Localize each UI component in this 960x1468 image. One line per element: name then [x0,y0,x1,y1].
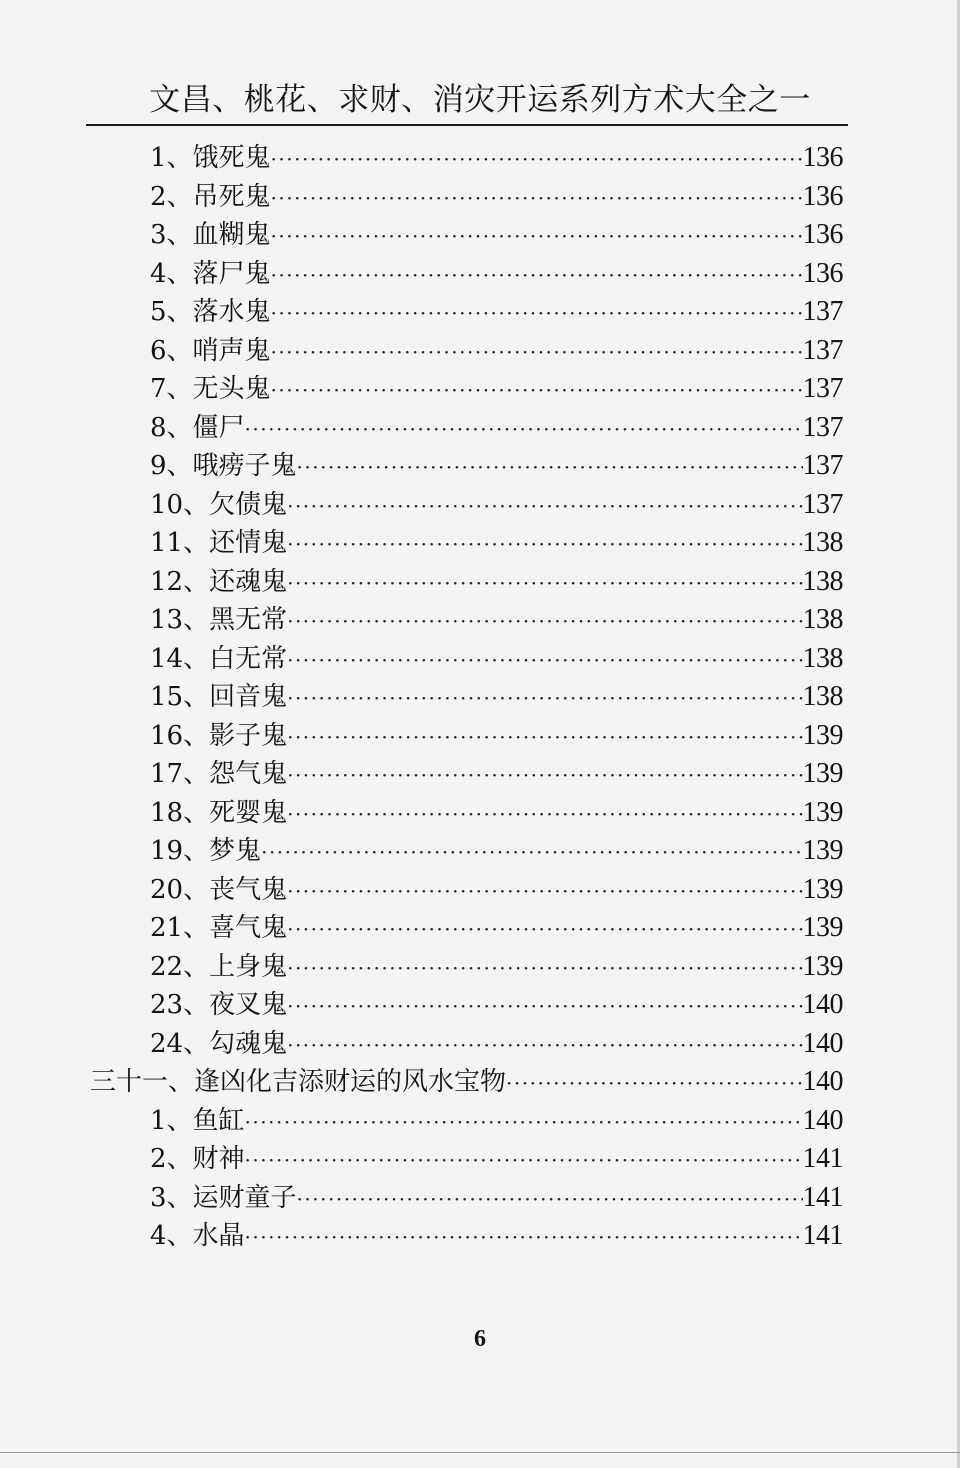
dot-leader [287,602,802,640]
toc-entry-label: 10、欠债鬼 [150,489,288,520]
toc-entry-page: 139 [802,835,843,866]
dot-leader [271,256,803,294]
toc-entry[interactable] [150,1179,843,1217]
toc-entry[interactable] [150,794,843,832]
toc-entry[interactable] [150,717,843,755]
toc-entry-page: 138 [802,681,843,712]
toc-entry-label: 21、喜气鬼 [150,913,288,943]
toc-entry[interactable] [150,1140,843,1178]
dot-leader [245,1103,803,1141]
dot-leader [287,910,802,948]
toc-entry[interactable] [150,255,843,293]
toc-entry-label: 7、无头鬼 [150,374,271,404]
toc-entry-page: 136 [802,257,843,289]
toc-entry[interactable] [150,370,843,408]
toc-entry-page: 136 [802,142,843,173]
dot-leader [287,718,802,756]
toc-entry-page: 137 [802,296,843,327]
toc-entry[interactable] [150,986,843,1024]
toc-entry-page: 138 [802,642,843,674]
toc-entry-label: 12、还魂鬼 [150,566,288,597]
dot-leader [287,795,802,833]
dot-leader [287,641,802,679]
toc-entry[interactable] [150,139,843,177]
toc-entry[interactable] [150,909,843,947]
toc-entry-page: 140 [802,1066,843,1097]
toc-entry-label: 14、白无常 [150,643,288,674]
dot-leader [271,371,803,409]
toc-entry-label: 16、影子鬼 [150,720,288,751]
toc-entry-label: 4、落尸鬼 [150,258,271,289]
dot-leader [287,987,802,1025]
toc-entry[interactable] [150,678,843,716]
toc-entry-page: 137 [802,411,843,443]
dot-leader [271,333,803,371]
toc-entry[interactable] [150,178,843,216]
toc-entry-label: 11、还情鬼 [150,528,288,558]
toc-entry[interactable] [150,524,843,562]
toc-entry[interactable] [150,1102,843,1140]
toc-entry-page: 137 [802,334,843,366]
scan-bottom-edge [0,1452,960,1453]
toc-entry-label: 9、哦痨子鬼 [150,451,297,481]
toc-entry[interactable] [150,948,843,986]
dot-leader [297,448,803,486]
dot-leader [271,217,803,255]
toc-entry-page: 139 [802,796,843,828]
page-number: 6 [474,1326,486,1352]
toc-entry-label: 20、丧气鬼 [150,874,288,905]
toc-entry[interactable] [150,1217,843,1255]
toc-entry-label: 6、哨声鬼 [150,335,271,366]
dot-leader [261,833,802,871]
toc-entry-page: 139 [802,758,843,789]
dot-leader [506,1064,802,1102]
toc-entry-page: 139 [802,873,843,905]
dot-leader [271,140,803,178]
toc-entry-label: 18、死婴鬼 [150,797,288,828]
toc-entry[interactable] [150,871,843,909]
toc-entry-page: 139 [802,719,843,751]
toc-entry-label: 1、饿死鬼 [150,143,271,173]
toc-entry-label: 4、水晶 [150,1221,245,1251]
toc-entry-label: 2、财神 [150,1144,245,1174]
dot-leader [297,1180,803,1218]
dot-leader [271,294,803,332]
dot-leader [287,679,802,717]
toc-entry-page: 136 [802,219,843,250]
toc-entry-label: 5、落水鬼 [150,297,271,327]
toc-entry[interactable] [150,563,843,601]
toc-entry-page: 140 [802,1104,843,1136]
toc-entry-page: 141 [802,1220,843,1251]
toc-entry[interactable] [150,409,843,447]
running-header: 文昌、桃花、求财、消灾开运系列方术大全之一 [149,82,811,118]
toc-entry-label: 24、勾魂鬼 [150,1028,288,1059]
toc-entry-label: 13、黑无常 [150,605,288,635]
toc-entry-label: 三十一、逢凶化吉添财运的风水宝物 [90,1067,507,1097]
toc-entry-page: 136 [802,180,843,212]
dot-leader [245,1218,803,1256]
toc-entry-page: 141 [802,1181,843,1213]
toc-entry[interactable] [150,601,843,639]
dot-leader [287,872,802,910]
dot-leader [245,1141,803,1179]
toc-entry[interactable] [150,216,843,254]
toc-entry-label: 17、怨气鬼 [150,759,288,789]
dot-leader [287,949,802,987]
dot-leader [245,410,803,448]
dot-leader [271,179,803,217]
dot-leader [287,756,802,794]
toc-entry-label: 1、鱼缸 [150,1105,245,1136]
toc-entry-page: 137 [802,373,843,404]
toc-entry-page: 141 [802,1143,843,1174]
toc-entry-label: 3、运财童子 [150,1182,297,1213]
toc-entry[interactable] [150,832,843,870]
toc-entry[interactable] [150,486,843,524]
toc-entry-page: 138 [802,527,843,558]
toc-entry-page: 137 [802,450,843,481]
dot-leader [287,564,802,602]
dot-leader [287,487,802,525]
toc-entry-page: 140 [802,1027,843,1059]
dot-leader [287,1026,802,1064]
toc-entry-label: 8、僵尸 [150,412,245,443]
toc-entry-label: 19、梦鬼 [150,836,262,866]
toc-entry-label: 15、回音鬼 [150,682,288,712]
toc-entry-page: 139 [802,912,843,943]
toc-entry-page: 138 [802,604,843,635]
toc-chapter-entry[interactable] [90,1063,843,1101]
toc-entry-page: 139 [802,950,843,982]
toc-entry[interactable] [150,447,843,485]
toc-entry[interactable] [150,293,843,331]
toc-entry-page: 137 [802,488,843,520]
toc-entry[interactable] [150,332,843,370]
toc-entry-page: 138 [802,565,843,597]
header-rule [86,124,848,126]
toc-entry[interactable] [150,640,843,678]
dot-leader [287,525,802,563]
toc-entry-label: 22、上身鬼 [150,951,288,982]
toc-entry[interactable] [150,1025,843,1063]
toc-entry-label: 3、血糊鬼 [150,220,271,250]
toc-entry-label: 23、夜叉鬼 [150,990,288,1020]
toc-entry-page: 140 [802,989,843,1020]
toc-entry[interactable] [150,755,843,793]
toc-entry-label: 2、吊死鬼 [150,181,271,212]
